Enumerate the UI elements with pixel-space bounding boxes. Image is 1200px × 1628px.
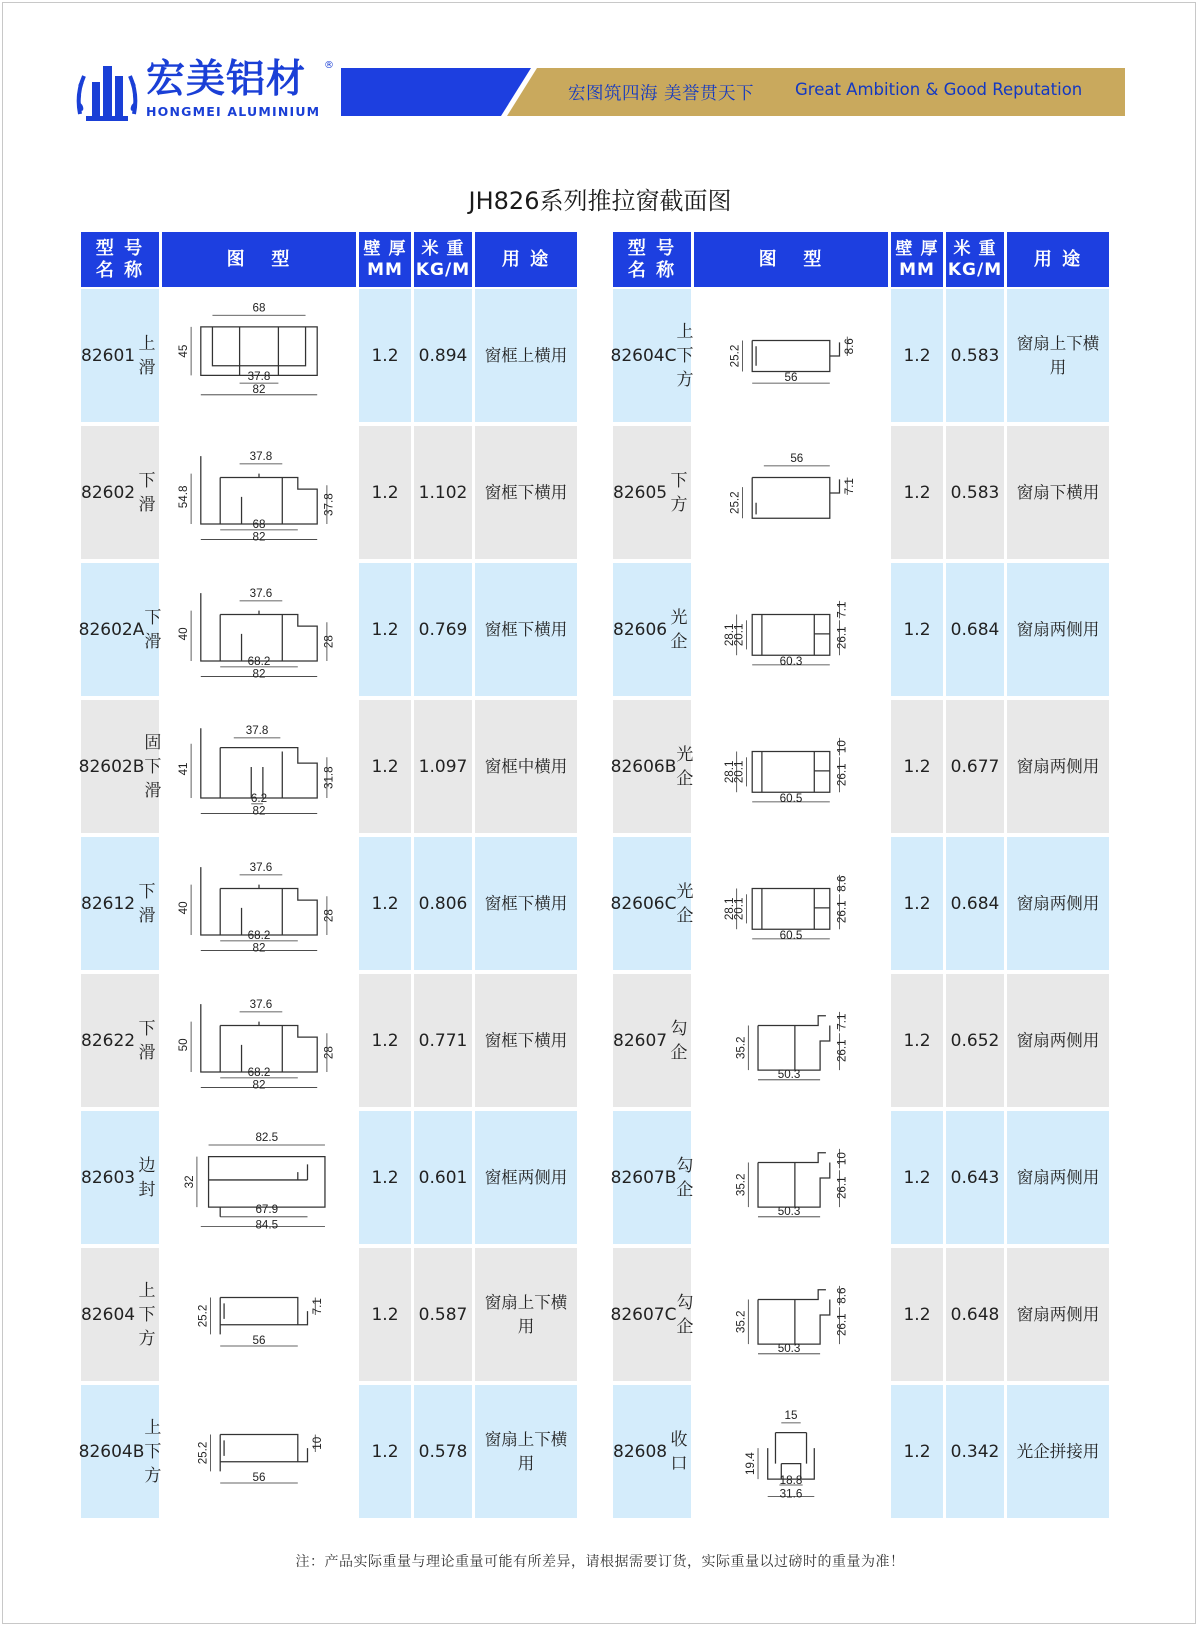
header-drawing: 图 型 bbox=[162, 232, 356, 287]
profile-drawing bbox=[694, 1111, 888, 1244]
profile-code: 82602B bbox=[78, 756, 145, 777]
profile-name: 光企 bbox=[670, 607, 688, 652]
dimension-label: 7.1 bbox=[835, 1013, 849, 1030]
header-model: 型 号 名 称 bbox=[81, 232, 159, 287]
dimension-label: 26.1 bbox=[835, 762, 849, 786]
cross-section-diagram bbox=[694, 1255, 888, 1375]
wall-thickness: 1.2 bbox=[891, 563, 943, 696]
profile-model-name bbox=[78, 700, 162, 833]
dimension-label: 40 bbox=[177, 626, 191, 640]
profile-code: 82602A bbox=[78, 619, 145, 640]
meter-weight: 0.684 bbox=[946, 563, 1004, 696]
profile-name: 下滑 bbox=[138, 1018, 156, 1063]
dimension-label: 82 bbox=[252, 1078, 266, 1092]
usage: 窗扇下横用 bbox=[1007, 426, 1109, 559]
meter-weight: 1.097 bbox=[414, 700, 472, 833]
wall-thickness: 1.2 bbox=[891, 974, 943, 1107]
cross-section-diagram bbox=[162, 981, 356, 1101]
dimension-label: 7.1 bbox=[311, 1297, 325, 1314]
dimension-label: 25.2 bbox=[728, 490, 742, 514]
table-row bbox=[81, 1111, 577, 1244]
usage: 窗框中横用 bbox=[475, 700, 577, 833]
profile-drawing bbox=[694, 563, 888, 696]
dimension-label: 26.1 bbox=[835, 1312, 849, 1336]
header-usage: 用 途 bbox=[475, 232, 577, 287]
dimension-label: 37.6 bbox=[249, 997, 273, 1011]
profile-code: 82607 bbox=[613, 1030, 668, 1051]
header-usage: 用 途 bbox=[1007, 232, 1109, 287]
wall-thickness: 1.2 bbox=[359, 700, 411, 833]
usage: 窗扇两侧用 bbox=[1007, 563, 1109, 696]
meter-weight: 0.771 bbox=[414, 974, 472, 1107]
header-weight: 米 重 KG/M bbox=[946, 232, 1004, 287]
registered-mark: ® bbox=[324, 60, 334, 71]
wall-thickness: 1.2 bbox=[891, 837, 943, 970]
dimension-label: 31.6 bbox=[779, 1487, 803, 1501]
profile-drawing bbox=[162, 1385, 356, 1518]
dimension-label: 26.1 bbox=[835, 1175, 849, 1199]
table-row bbox=[81, 426, 577, 559]
dimension-label: 19.4 bbox=[744, 1451, 758, 1475]
dimension-label: 82 bbox=[252, 941, 266, 955]
dimension-label: 20.1 bbox=[732, 897, 746, 920]
dimension-label: 37.8 bbox=[245, 723, 269, 737]
cross-section-diagram bbox=[162, 707, 356, 827]
profile-name: 勾企 bbox=[670, 1018, 688, 1063]
table-row bbox=[78, 1385, 577, 1518]
dimension-label: 26.1 bbox=[835, 899, 849, 923]
dimension-label: 28 bbox=[322, 1045, 336, 1059]
usage: 光企拼接用 bbox=[1007, 1385, 1109, 1518]
profile-code: 82608 bbox=[613, 1441, 668, 1462]
dimension-label: 37.6 bbox=[249, 860, 273, 874]
dimension-label: 56 bbox=[252, 1333, 266, 1347]
meter-weight: 0.578 bbox=[414, 1385, 472, 1518]
cross-section-diagram bbox=[694, 844, 888, 964]
dimension-label: 25.2 bbox=[196, 1304, 210, 1327]
dimension-label: 45 bbox=[177, 344, 191, 358]
dimension-label: 68.2 bbox=[247, 1065, 271, 1079]
wall-thickness: 1.2 bbox=[359, 1111, 411, 1244]
profile-name: 上滑 bbox=[138, 333, 156, 378]
usage: 窗框下横用 bbox=[475, 563, 577, 696]
footer-note: 注：产品实际重量与理论重量可能有所差异，请根据需要订货，实际重量以过磅时的重量为准！ bbox=[295, 1554, 905, 1570]
profile-drawing bbox=[162, 700, 356, 833]
dimension-label: 28 bbox=[322, 634, 336, 648]
meter-weight: 1.102 bbox=[414, 426, 472, 559]
dimension-label: 26.1 bbox=[835, 1038, 849, 1062]
profile-drawing bbox=[162, 974, 356, 1107]
profile-name: 上下方 bbox=[138, 1280, 156, 1349]
meter-weight: 0.684 bbox=[946, 837, 1004, 970]
dimension-label: 60.3 bbox=[779, 654, 803, 668]
dimension-label: 84.5 bbox=[255, 1217, 279, 1231]
usage: 窗框下横用 bbox=[475, 426, 577, 559]
profile-name: 光企 bbox=[676, 881, 694, 926]
dimension-label: 28 bbox=[322, 908, 336, 922]
profile-code: 82602 bbox=[81, 482, 136, 503]
dimension-label: 82 bbox=[252, 667, 266, 681]
cross-section-diagram bbox=[694, 707, 888, 827]
profile-drawing bbox=[694, 700, 888, 833]
wall-thickness: 1.2 bbox=[891, 700, 943, 833]
brand-name-en: HONGMEI ALUMINIUM bbox=[146, 104, 321, 119]
profile-model-name bbox=[81, 1248, 159, 1381]
brand-name-cn: 宏美铝材 bbox=[146, 57, 307, 102]
cross-section-diagram bbox=[162, 1392, 356, 1512]
dimension-label: 82 bbox=[252, 382, 266, 396]
meter-weight: 0.648 bbox=[946, 1248, 1004, 1381]
cross-section-diagram bbox=[694, 1118, 888, 1238]
usage: 窗框下横用 bbox=[475, 837, 577, 970]
dimension-label: 10 bbox=[835, 1151, 849, 1165]
dimension-label: 50.3 bbox=[777, 1341, 801, 1355]
profile-model-name bbox=[81, 289, 159, 422]
profile-name: 光企 bbox=[676, 744, 694, 789]
profile-name: 勾企 bbox=[676, 1155, 694, 1200]
dimension-label: 68 bbox=[252, 517, 266, 531]
dimension-label: 68.2 bbox=[247, 928, 271, 942]
dimension-label: 25.2 bbox=[196, 1441, 210, 1464]
profile-code: 82606 bbox=[613, 619, 668, 640]
usage: 窗扇两侧用 bbox=[1007, 700, 1109, 833]
table-row bbox=[613, 426, 1109, 559]
dimension-label: 25.2 bbox=[728, 344, 742, 367]
wall-thickness: 1.2 bbox=[359, 974, 411, 1107]
profile-drawing bbox=[694, 974, 888, 1107]
usage: 窗扇上下横用 bbox=[475, 1385, 577, 1518]
cross-section-diagram bbox=[162, 1255, 356, 1375]
wall-thickness: 1.2 bbox=[891, 289, 943, 422]
wall-thickness: 1.2 bbox=[891, 426, 943, 559]
profile-drawing bbox=[162, 837, 356, 970]
profile-model-name bbox=[610, 837, 694, 970]
profile-model-name bbox=[78, 1385, 162, 1518]
header-thickness: 壁 厚 MM bbox=[359, 232, 411, 287]
wall-thickness: 1.2 bbox=[359, 1248, 411, 1381]
profile-model-name bbox=[81, 1111, 159, 1244]
table-row bbox=[81, 1248, 577, 1381]
meter-weight: 0.601 bbox=[414, 1111, 472, 1244]
wall-thickness: 1.2 bbox=[891, 1248, 943, 1381]
dimension-label: 35.2 bbox=[734, 1172, 748, 1196]
profile-model-name bbox=[613, 426, 691, 559]
usage: 窗扇两侧用 bbox=[1007, 1111, 1109, 1244]
cross-section-diagram bbox=[162, 296, 356, 416]
profile-model-name bbox=[81, 837, 159, 970]
profile-name: 上下方 bbox=[144, 1417, 162, 1486]
table-row bbox=[613, 974, 1109, 1107]
table-row bbox=[610, 700, 1109, 833]
dimension-label: 60.5 bbox=[779, 791, 803, 805]
profile-name: 固下滑 bbox=[144, 732, 162, 801]
profile-drawing bbox=[162, 1248, 356, 1381]
cross-section-diagram bbox=[162, 570, 356, 690]
profile-model-name bbox=[81, 974, 159, 1107]
profile-code: 82605 bbox=[613, 482, 668, 503]
profile-code: 82606B bbox=[610, 756, 677, 777]
profile-name: 下滑 bbox=[138, 470, 156, 515]
profile-model-name bbox=[613, 563, 691, 696]
dimension-label: 18.8 bbox=[779, 1473, 803, 1487]
table-row bbox=[613, 563, 1109, 696]
profile-drawing bbox=[694, 837, 888, 970]
dimension-label: 32 bbox=[183, 1174, 197, 1188]
dimension-label: 56 bbox=[784, 370, 798, 384]
dimension-label: 68 bbox=[252, 300, 266, 314]
slogan-en: Great Ambition & Good Reputation bbox=[795, 80, 1083, 99]
dimension-label: 54.8 bbox=[177, 485, 191, 508]
wall-thickness: 1.2 bbox=[891, 1385, 943, 1518]
usage: 窗框上横用 bbox=[475, 289, 577, 422]
cross-section-diagram bbox=[694, 1392, 888, 1512]
dimension-label: 10 bbox=[311, 1436, 325, 1450]
profile-name: 下滑 bbox=[144, 607, 162, 652]
usage: 窗框两侧用 bbox=[475, 1111, 577, 1244]
table-row bbox=[78, 563, 577, 696]
dimension-label: 56 bbox=[252, 1470, 266, 1484]
profile-name: 边封 bbox=[138, 1155, 156, 1200]
dimension-label: 8.6 bbox=[835, 875, 849, 892]
cross-section-diagram bbox=[694, 981, 888, 1101]
dimension-label: 82 bbox=[252, 804, 266, 818]
dimension-label: 82.5 bbox=[255, 1130, 279, 1144]
table-row bbox=[78, 700, 577, 833]
usage: 窗扇两侧用 bbox=[1007, 974, 1109, 1107]
cross-section-diagram bbox=[694, 296, 888, 416]
wall-thickness: 1.2 bbox=[359, 563, 411, 696]
dimension-label: 26.1 bbox=[835, 625, 849, 649]
dimension-label: 15 bbox=[784, 1408, 798, 1422]
cross-section-diagram bbox=[694, 570, 888, 690]
dimension-label: 40 bbox=[177, 900, 191, 914]
profile-model-name bbox=[81, 426, 159, 559]
header-model: 型 号 名 称 bbox=[613, 232, 691, 287]
cross-section-diagram bbox=[162, 1118, 356, 1238]
dimension-label: 10 bbox=[835, 739, 849, 753]
profile-code: 82606C bbox=[610, 893, 677, 914]
header-thickness: 壁 厚 MM bbox=[891, 232, 943, 287]
table-row bbox=[610, 289, 1109, 422]
dimension-label: 37.8 bbox=[249, 449, 273, 463]
meter-weight: 0.894 bbox=[414, 289, 472, 422]
meter-weight: 0.342 bbox=[946, 1385, 1004, 1518]
profile-model-name bbox=[610, 1248, 694, 1381]
meter-weight: 0.587 bbox=[414, 1248, 472, 1381]
profile-model-name bbox=[610, 1111, 694, 1244]
dimension-label: 6.2 bbox=[250, 791, 268, 805]
dimension-label: 82 bbox=[252, 530, 266, 544]
building-emblem-icon bbox=[74, 60, 140, 126]
dimension-label: 56 bbox=[790, 451, 804, 465]
dimension-label: 50 bbox=[177, 1037, 191, 1051]
wall-thickness: 1.2 bbox=[359, 837, 411, 970]
dimension-label: 35.2 bbox=[734, 1035, 748, 1059]
dimension-label: 68.2 bbox=[247, 654, 271, 668]
profile-code: 82604C bbox=[610, 345, 677, 366]
meter-weight: 0.583 bbox=[946, 426, 1004, 559]
profile-code: 82604 bbox=[81, 1304, 136, 1325]
table-row bbox=[613, 1385, 1109, 1518]
wall-thickness: 1.2 bbox=[359, 1385, 411, 1518]
wall-thickness: 1.2 bbox=[891, 1111, 943, 1244]
profile-name: 上下方 bbox=[676, 321, 694, 390]
table-row bbox=[610, 1248, 1109, 1381]
profile-code: 82607C bbox=[610, 1304, 677, 1325]
usage: 窗框下横用 bbox=[475, 974, 577, 1107]
meter-weight: 0.643 bbox=[946, 1111, 1004, 1244]
wall-thickness: 1.2 bbox=[359, 426, 411, 559]
profile-model-name bbox=[610, 700, 694, 833]
profile-code: 82607B bbox=[610, 1167, 677, 1188]
dimension-label: 37.8 bbox=[322, 492, 336, 516]
profile-code: 82601 bbox=[81, 345, 136, 366]
profile-drawing bbox=[162, 1111, 356, 1244]
profile-model-name bbox=[613, 1385, 691, 1518]
dimension-label: 28.1 bbox=[722, 897, 736, 920]
profile-model-name bbox=[610, 289, 694, 422]
dimension-label: 67.9 bbox=[255, 1202, 279, 1216]
header-weight: 米 重 KG/M bbox=[414, 232, 472, 287]
cross-section-diagram bbox=[162, 844, 356, 964]
meter-weight: 0.806 bbox=[414, 837, 472, 970]
profile-drawing bbox=[694, 426, 888, 559]
dimension-label: 20.1 bbox=[732, 760, 746, 783]
dimension-label: 35.2 bbox=[734, 1309, 748, 1333]
table-row bbox=[81, 837, 577, 970]
dimension-label: 28.1 bbox=[722, 760, 736, 783]
dimension-label: 7.1 bbox=[835, 601, 849, 618]
profile-drawing bbox=[162, 289, 356, 422]
profile-drawing bbox=[694, 1248, 888, 1381]
dimension-label: 8.6 bbox=[835, 1287, 849, 1304]
profile-drawing bbox=[162, 563, 356, 696]
meter-weight: 0.652 bbox=[946, 974, 1004, 1107]
brand-logo bbox=[74, 58, 344, 128]
profile-name: 勾企 bbox=[676, 1292, 694, 1337]
cross-section-diagram bbox=[162, 433, 356, 553]
profile-name: 下方 bbox=[670, 470, 688, 515]
dimension-label: 7.1 bbox=[843, 477, 857, 494]
dimension-label: 50.3 bbox=[777, 1204, 801, 1218]
profile-code: 82612 bbox=[81, 893, 136, 914]
profile-drawing bbox=[694, 289, 888, 422]
meter-weight: 0.769 bbox=[414, 563, 472, 696]
meter-weight: 0.677 bbox=[946, 700, 1004, 833]
dimension-label: 37.8 bbox=[247, 369, 271, 383]
profile-model-name bbox=[613, 974, 691, 1107]
dimension-label: 20.1 bbox=[732, 623, 746, 646]
table-row bbox=[610, 837, 1109, 970]
profile-drawing bbox=[162, 426, 356, 559]
profile-code: 82604B bbox=[78, 1441, 145, 1462]
profile-name: 下滑 bbox=[138, 881, 156, 926]
usage: 窗扇上下横用 bbox=[475, 1248, 577, 1381]
dimension-label: 28.1 bbox=[722, 623, 736, 646]
profile-drawing bbox=[694, 1385, 888, 1518]
dimension-label: 41 bbox=[177, 761, 191, 775]
dimension-label: 60.5 bbox=[779, 928, 803, 942]
dimension-label: 50.3 bbox=[777, 1067, 801, 1081]
profile-name: 收口 bbox=[670, 1429, 688, 1474]
profile-code: 82622 bbox=[81, 1030, 136, 1051]
cross-section-diagram bbox=[694, 433, 888, 553]
usage: 窗扇两侧用 bbox=[1007, 1248, 1109, 1381]
dimension-label: 31.8 bbox=[322, 765, 336, 789]
profile-model-name bbox=[78, 563, 162, 696]
dimension-label: 37.6 bbox=[249, 586, 273, 600]
dimension-label: 8.6 bbox=[843, 337, 857, 354]
wall-thickness: 1.2 bbox=[359, 289, 411, 422]
usage: 窗扇上下横用 bbox=[1007, 289, 1109, 422]
header-drawing: 图 型 bbox=[694, 232, 888, 287]
profile-code: 82603 bbox=[81, 1167, 136, 1188]
usage: 窗扇两侧用 bbox=[1007, 837, 1109, 970]
table-row bbox=[81, 289, 577, 422]
table-row bbox=[81, 974, 577, 1107]
slogan-cn: 宏图筑四海 美誉贯天下 bbox=[568, 84, 755, 104]
table-row bbox=[610, 1111, 1109, 1244]
page-title: JH826系列推拉窗截面图 bbox=[468, 187, 732, 215]
meter-weight: 0.583 bbox=[946, 289, 1004, 422]
